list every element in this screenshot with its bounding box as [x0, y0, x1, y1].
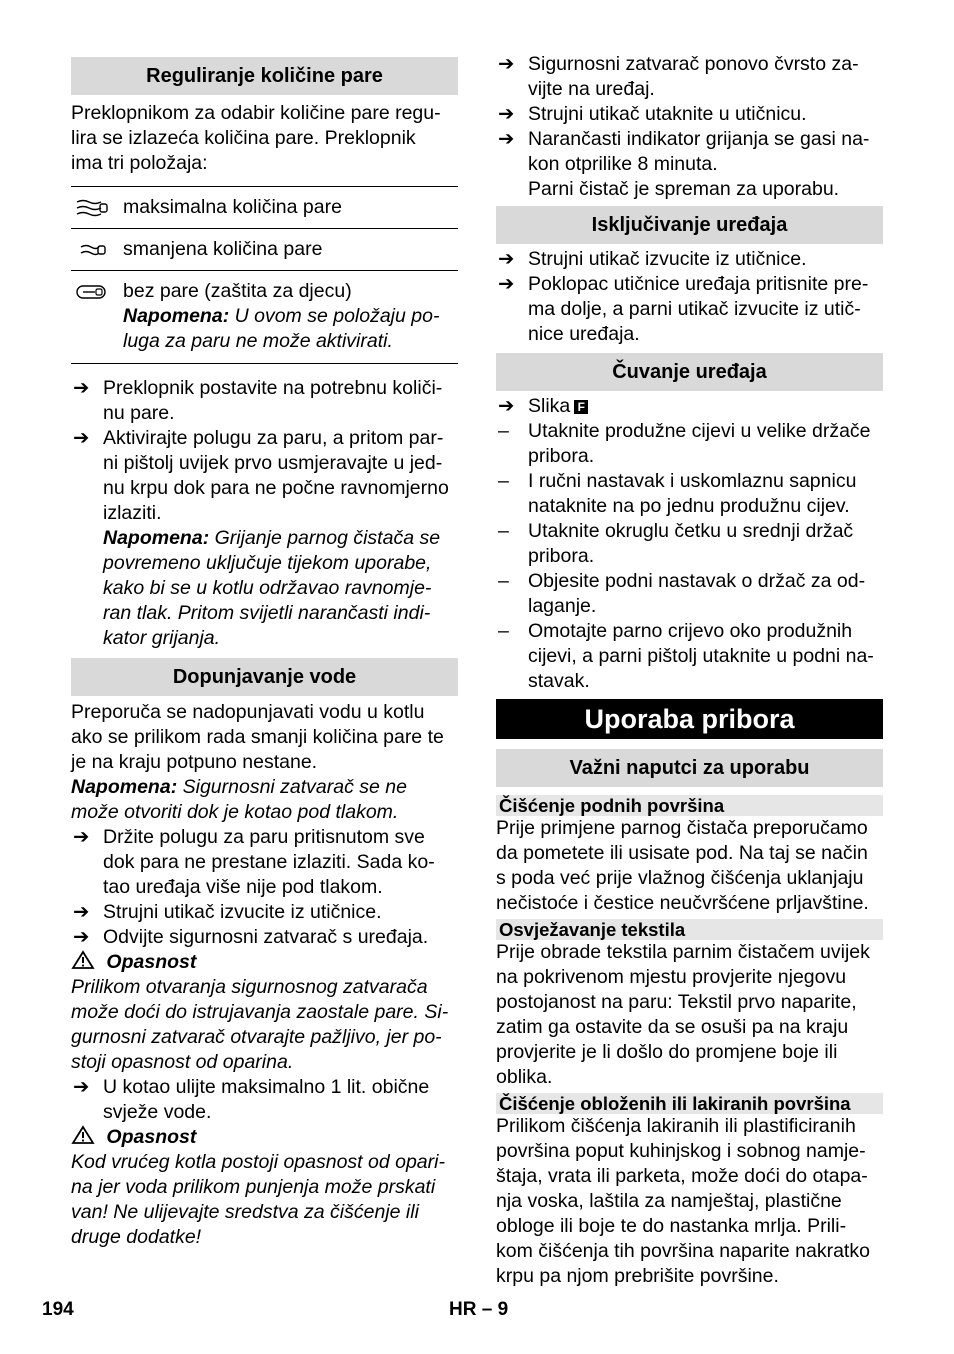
list-item: ➔ Strujni utikač utaknite u utičnicu.	[498, 103, 807, 125]
dash-icon: –	[498, 520, 509, 542]
table-row: bez pare (zaštita za djecu) Napomena: U ovom se položaju po- luga za paru ne može aktivirati.	[71, 271, 458, 364]
dash-icon: –	[498, 620, 509, 642]
page-number: 194	[42, 1299, 74, 1320]
right-column	[496, 52, 883, 1289]
table-row: smanjena količina pare	[71, 229, 458, 271]
table-row: maksimalna količina pare	[71, 187, 458, 229]
list-item: ➔ Slika F	[496, 394, 883, 419]
arrow-right-icon: ➔	[498, 273, 515, 295]
list-item: – Objesite podni nastavak o držač za od- laganje.	[498, 570, 866, 617]
steam-max-icon	[73, 196, 109, 220]
ready-text: Parni čistač je spreman za uporabu.	[528, 178, 840, 200]
list-item: ➔ Preklopnik postavite na potrebnu količi- nu pare.	[73, 377, 443, 424]
steam-setting-table	[71, 186, 458, 364]
subheading-floor-cleaning: Čišćenje podnih površina	[496, 795, 883, 816]
intro-paragraph: Preklopnikom za odabir količine pare regu- lira se izlazeća količina pare. Preklopnik ima tri položaja:	[71, 102, 441, 174]
subheading-coated-surfaces: Čišćenje obloženih ili lakiranih površina	[496, 1093, 883, 1114]
arrow-right-icon: ➔	[498, 395, 515, 417]
list-item: ➔ U kotao ulijte maksimalno 1 lit. obične svježe vode.	[73, 1076, 430, 1123]
arrow-right-icon: ➔	[498, 103, 515, 125]
list-item: – Utaknite produžne cijevi u velike držače pribora.	[498, 420, 871, 467]
heading-storage: Čuvanje uređaja	[496, 353, 883, 391]
arrow-right-icon: ➔	[73, 826, 90, 848]
coated-surfaces-paragraph: Prilikom čišćenja lakiranih ili plastificiranih površina poput kuhinjskog i sobnog namje- štaja, vrata ili parketa, može doći do otapa- nja voska, laštila za namještaj, plastične obloge ili boje te do nastanka mrlja. Prili- kom čišćenja tih površina naparite nakratko krpu pa njom prebrišite površine.	[496, 1115, 870, 1287]
list-item: ➔ Odvijte sigurnosni zatvarač s uređaja.	[73, 926, 429, 948]
arrow-right-icon: ➔	[73, 901, 90, 923]
floor-cleaning-paragraph: Prije primjene parnog čistača preporučamo da pometete ili usisate pod. Na taj se način s poda već prije vlažnog čišćenja uklanjaju nečistoće i čestice neučvršćene prljavštine.	[496, 817, 869, 914]
left-column	[71, 57, 458, 1250]
section-code: HR – 9	[449, 1299, 509, 1320]
subheading-textile-refresh: Osvježavanje tekstila	[496, 919, 883, 940]
list-item: – I ručni nastavak i uskomlaznu sapnicu nataknite na po jednu produžnu cijev.	[498, 470, 857, 517]
dash-icon: –	[498, 570, 509, 592]
arrow-right-icon: ➔	[73, 377, 90, 399]
heading-refill-water: Dopunjavanje vode	[71, 658, 458, 696]
heading-switch-off: Isključivanje uređaja	[496, 206, 883, 244]
arrow-right-icon: ➔	[498, 53, 515, 75]
dash-icon: –	[498, 470, 509, 492]
figure-ref-badge: F	[574, 400, 588, 414]
arrow-right-icon: ➔	[498, 248, 515, 270]
list-item: ➔ Držite polugu za paru pritisnutom sve dok para ne prestane izlaziti. Sada ko- tao uređaja više nije pod tlakom.	[73, 826, 435, 898]
steam-reduced-icon	[73, 238, 109, 262]
warning-triangle-icon	[71, 950, 95, 970]
danger-warning: Opasnost Kod vrućeg kotla postoji opasnost od opari- na jer voda prilikom punjenja može prskati van! Ne ulijevajte sredstva za čišćenje ili druge dodatke!	[71, 1126, 445, 1248]
list-item: – Utaknite okruglu četku u srednji držač pribora.	[498, 520, 854, 567]
arrow-right-icon: ➔	[73, 926, 90, 948]
heading-steam-regulation: Reguliranje količine pare	[71, 57, 458, 95]
list-item: ➔ Sigurnosni zatvarač ponovo čvrsto za- vijte na uređaj.	[498, 53, 859, 100]
no-steam-icon	[73, 280, 109, 304]
arrow-right-icon: ➔	[73, 427, 90, 449]
dash-icon: –	[498, 420, 509, 442]
refill-paragraph: Preporuča se nadopunjavati vodu u kotlu ako se prilikom rada smanji količina pare te je na kraju potpuno nestane. Napomena: Sigurnosni zatvarač se ne može otvoriti dok je kotao pod tlakom.	[71, 701, 444, 823]
list-item: ➔ Poklopac utičnice uređaja pritisnite pre- ma dolje, a parni utikač izvucite iz utič- nice uređaja.	[498, 273, 869, 345]
warning-triangle-icon	[71, 1125, 95, 1145]
chapter-title: Uporaba pribora	[496, 699, 883, 739]
list-item: ➔ Strujni utikač izvucite iz utičnice.	[73, 901, 382, 923]
list-item: – Omotajte parno crijevo oko produžnih cijevi, a parni pištolj utaknite u podni na- stavak.	[498, 620, 874, 692]
arrow-right-icon: ➔	[73, 1076, 90, 1098]
list-item: ➔ Strujni utikač izvucite iz utičnice.	[498, 248, 807, 270]
danger-warning: Opasnost Prilikom otvaranja sigurnosnog zatvarača može doći do istrujavanja zaostale pare. Si- gurnosni zatvarač otvarajte pažljivo, jer po- stoji opasnost od oparina.	[71, 951, 449, 1073]
list-item: ➔ Aktivirajte polugu za paru, a pritom par- ni pištolj uvijek prvo usmjeravajte u jed- nu krpu dok para ne počne ravnomjerno izlaziti. Napomena: Grijanje parnog čistača se povremeno uključuje tijekom uporabe, kako bi se u kotlu održavao ravnomje- ran tlak. Pritom svijetli narančasti indi- kator grijanja.	[73, 427, 449, 649]
list-item: ➔ Narančasti indikator grijanja se gasi na- kon otprilike 8 minuta. Parni čistač je spreman za uporabu.	[498, 128, 870, 200]
arrow-right-icon: ➔	[498, 128, 515, 150]
textile-paragraph: Prije obrade tekstila parnim čistačem uvijek na pokrivenom mjestu provjerite njegovu postojanost na paru: Tekstil prvo naparite, zatim ga ostavite da se osuši pa na kraju provjerite je li došlo do promjene boje ili oblika.	[496, 941, 870, 1088]
heading-important-notes: Važni naputci za uporabu	[496, 749, 883, 787]
